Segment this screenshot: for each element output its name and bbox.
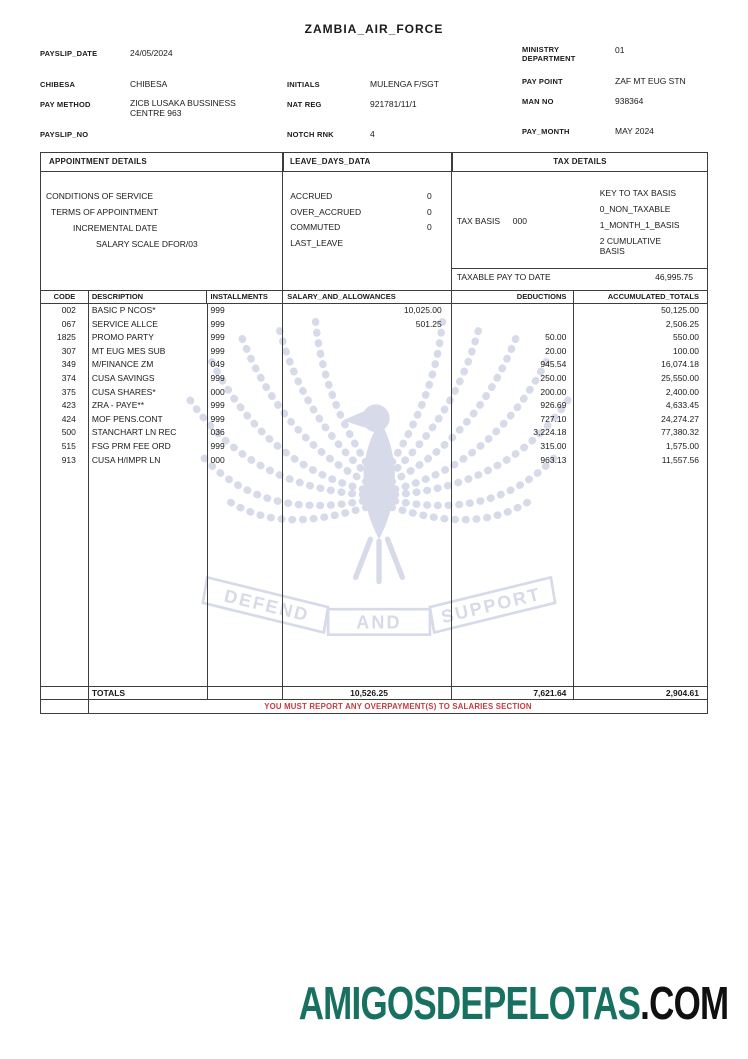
cell-accumulated: 1,575.00	[665, 440, 699, 451]
watermark-banner-text-right: SUPPORT	[439, 583, 544, 628]
taxable-pay-value: 46,995.75	[655, 272, 693, 282]
cell-accumulated: 2,400.00	[665, 386, 699, 397]
cell-accumulated: 2,506.25	[665, 318, 699, 329]
key-to-tax-basis-title: KEY TO TAX BASIS	[599, 188, 676, 198]
pay-month-label: PAY_MONTH	[522, 127, 570, 136]
cell-accumulated: 77,380.32	[661, 427, 699, 438]
totals-label: TOTALS	[89, 687, 208, 699]
cell-salary	[283, 454, 451, 468]
cell-deductions: 50.00	[452, 331, 575, 345]
cell-description: PROMO PARTY	[89, 331, 208, 345]
cell-code: 002	[41, 304, 89, 318]
cell-deductions	[452, 304, 575, 318]
totals-row	[41, 686, 707, 700]
totals-accumulated: 2,904.61	[665, 688, 700, 698]
cell-accumulated: 4,633.45	[665, 400, 699, 411]
notch-rnk-value: 4	[370, 129, 375, 139]
table-row	[41, 345, 707, 359]
cell-code: 424	[41, 413, 89, 427]
column-header-deductions: DEDUCTIONS	[452, 291, 575, 303]
cell-deductions: 727.10	[452, 413, 575, 427]
cell-code: 500	[41, 426, 89, 440]
tax-divider	[452, 268, 707, 269]
warning-row	[41, 700, 707, 713]
warning-left-cell	[41, 700, 89, 713]
cell-deductions: 3,224.18	[452, 426, 575, 440]
site-brand-name: AMIGOSDEPELOTAS	[298, 977, 640, 1029]
cell-installments: 999	[208, 399, 284, 413]
cell-code: 1825	[41, 331, 89, 345]
cell-salary	[283, 331, 451, 345]
cell-installments: 000	[208, 454, 284, 468]
overpayment-warning: YOU MUST REPORT ANY OVERPAYMENT(S) TO SALARIES SECTION	[264, 702, 532, 711]
appointment-line: TERMS OF APPOINTMENT	[51, 207, 159, 217]
cell-description: BASIC P NCOS*	[89, 304, 208, 318]
cell-salary	[283, 386, 451, 400]
tax-key: 0_NON_TAXABLE	[599, 204, 671, 214]
leave-days-data	[283, 172, 452, 290]
page-title: ZAMBIA_AIR_FORCE	[304, 22, 444, 36]
watermark-banner-text-center: AND	[356, 612, 402, 633]
cell-deductions: 926.69	[452, 399, 575, 413]
cell-salary	[283, 399, 451, 413]
pay-month-value: MAY 2024	[615, 126, 654, 136]
column-header-code: CODE	[41, 291, 89, 303]
cell-salary	[283, 440, 451, 454]
cell-empty	[208, 467, 284, 686]
cell-code: 067	[41, 318, 89, 332]
cell-code: 423	[41, 399, 89, 413]
appointment-line: SALARY SCALE DFOR/03	[96, 239, 198, 249]
surname-value: CHIBESA	[130, 79, 168, 89]
column-header-installments: INSTALLMENTS	[207, 291, 283, 303]
section-headers	[40, 152, 708, 172]
cell-description: CUSA H/IMPR LN	[89, 454, 208, 468]
totals-empty-code	[41, 687, 89, 699]
table-row	[41, 440, 707, 454]
cell-empty	[574, 467, 707, 686]
cell-installments: 999	[208, 304, 284, 318]
cell-description: MOF PENS.CONT	[89, 413, 208, 427]
ministry-department-label: MINISTRY DEPARTMENT	[522, 45, 576, 63]
cell-accumulated: 11,557.56	[661, 454, 699, 465]
notch-rnk-label: NOTCH RNK	[287, 130, 334, 139]
tax-details-header: TAX DETAILS	[452, 152, 708, 172]
column-header-salary: SALARY_AND_ALLOWANCES	[283, 291, 452, 303]
cell-deductions	[452, 318, 575, 332]
initials-value: MULENGA F/SGT	[370, 79, 439, 89]
cell-installments: 999	[208, 413, 284, 427]
cell-accumulated: 100.00	[672, 345, 699, 356]
cell-deductions: 250.00	[452, 372, 575, 386]
tax-key: 2 CUMULATIVE BASIS	[599, 236, 662, 256]
table-row	[41, 331, 707, 345]
appointment-details	[41, 172, 283, 290]
payslip-date-label: PAYSLIP_DATE	[40, 49, 98, 58]
cell-deductions: 963.13	[452, 454, 575, 468]
cell-accumulated: 25,550.00	[661, 372, 699, 383]
tax-basis-label: TAX BASIS	[456, 216, 501, 226]
leave-value: 0	[427, 222, 432, 232]
watermark-banner-text-left: DEFEND	[222, 585, 312, 626]
payslip-no-label: PAYSLIP_NO	[40, 130, 89, 139]
site-brand	[298, 976, 728, 1030]
table-grid	[40, 172, 708, 714]
leave-value: 0	[427, 191, 432, 201]
appointment-details-header: APPOINTMENT DETAILS	[40, 152, 283, 172]
cell-salary: 10,025.00	[283, 304, 451, 318]
man-no-label: MAN NO	[522, 97, 554, 106]
cell-deductions: 945.54	[452, 358, 575, 372]
cell-installments: 999	[208, 440, 284, 454]
man-no-value: 938364	[615, 96, 644, 106]
leave-row	[283, 205, 451, 221]
cell-deductions: 20.00	[452, 345, 575, 359]
table-row	[41, 318, 707, 332]
cell-code: 375	[41, 386, 89, 400]
leave-days-header: LEAVE_DAYS_DATA	[283, 152, 452, 172]
cell-deductions: 200.00	[452, 386, 575, 400]
nat-reg-value: 921781/11/1	[370, 99, 417, 109]
ministry-department-value: 01	[615, 45, 625, 55]
cell-accumulated: 50,125.00	[661, 305, 699, 315]
table-body	[41, 304, 707, 686]
cell-code: 349	[41, 358, 89, 372]
pay-point-value: ZAF MT EUG STN	[615, 76, 686, 86]
cell-description: FSG PRM FEE ORD	[89, 440, 208, 454]
cell-code: 913	[41, 454, 89, 468]
cell-code: 515	[41, 440, 89, 454]
surname-label: CHIBESA	[40, 80, 76, 89]
table-row	[41, 304, 707, 318]
initials-label: INITIALS	[287, 80, 320, 89]
table-row	[41, 413, 707, 427]
taxable-pay-to-date	[457, 272, 693, 282]
cell-installments: 999	[208, 318, 284, 332]
cell-description: ZRA - PAYE**	[89, 399, 208, 413]
payslip-date-value: 24/05/2024	[130, 48, 173, 58]
column-header-accumulated: ACCUMULATED_TOTALS	[607, 292, 699, 301]
pay-method-label: PAY METHOD	[40, 100, 91, 109]
cell-installments: 999	[208, 331, 284, 345]
cell-accumulated: 24,274.27	[661, 413, 699, 424]
pay-point-label: PAY POINT	[522, 77, 563, 86]
cell-empty	[41, 467, 89, 686]
leave-label: OVER_ACCRUED	[290, 206, 362, 217]
table-row	[41, 372, 707, 386]
table-header-row	[41, 290, 707, 304]
cell-salary: 501.25	[283, 318, 451, 332]
cell-installments: 036	[208, 426, 284, 440]
cell-description: CUSA SHARES*	[89, 386, 208, 400]
appointment-line: CONDITIONS OF SERVICE	[46, 191, 154, 201]
totals-deductions: 7,621.64	[452, 687, 575, 699]
leave-label: ACCRUED	[290, 191, 333, 201]
cell-salary	[283, 358, 451, 372]
tax-basis-value: 000	[512, 216, 527, 226]
totals-empty-installments	[208, 687, 284, 699]
site-brand-suffix: .COM	[639, 977, 728, 1029]
cell-empty	[89, 467, 208, 686]
leave-row	[283, 189, 451, 205]
table-row	[41, 426, 707, 440]
appointment-line: INCREMENTAL DATE	[73, 223, 158, 233]
cell-description: STANCHART LN REC	[89, 426, 208, 440]
cell-salary	[283, 345, 451, 359]
table-row	[41, 454, 707, 468]
pay-method-value: ZICB LUSAKA BUSSINESS CENTRE 963	[130, 98, 236, 118]
cell-installments: 049	[208, 358, 284, 372]
payslip-table	[40, 152, 708, 714]
cell-installments: 999	[208, 345, 284, 359]
table-row	[41, 399, 707, 413]
cell-description: SERVICE ALLCE	[89, 318, 208, 332]
taxable-pay-label: TAXABLE PAY TO DATE	[456, 272, 551, 282]
cell-description: MT EUG MES SUB	[89, 345, 208, 359]
table-empty-space	[41, 467, 707, 686]
cell-installments: 999	[208, 372, 284, 386]
cell-description: M/FINANCE ZM	[89, 358, 208, 372]
leave-label: LAST_LEAVE	[290, 237, 344, 248]
cell-description: CUSA SAVINGS	[89, 372, 208, 386]
leave-label: COMMUTED	[290, 222, 341, 232]
cell-deductions: 315.00	[452, 440, 575, 454]
cell-installments: 000	[208, 386, 284, 400]
cell-code: 374	[41, 372, 89, 386]
cell-salary	[283, 413, 451, 427]
tax-details	[452, 172, 707, 290]
cell-salary	[283, 372, 451, 386]
cell-code: 307	[41, 345, 89, 359]
tax-key: 1_MONTH_1_BASIS	[599, 220, 680, 230]
details-section	[41, 172, 707, 290]
totals-salary: 10,526.25	[283, 687, 451, 699]
cell-empty	[452, 467, 575, 686]
cell-salary	[283, 426, 451, 440]
cell-accumulated: 550.00	[672, 332, 699, 343]
leave-row	[283, 236, 451, 252]
column-header-description: DESCRIPTION	[89, 291, 208, 303]
cell-empty	[283, 467, 451, 686]
cell-accumulated: 16,074.18	[661, 359, 699, 370]
leave-row	[283, 220, 451, 236]
table-row	[41, 386, 707, 400]
nat-reg-label: NAT REG	[287, 100, 322, 109]
table-row	[41, 358, 707, 372]
leave-value: 0	[427, 206, 432, 217]
